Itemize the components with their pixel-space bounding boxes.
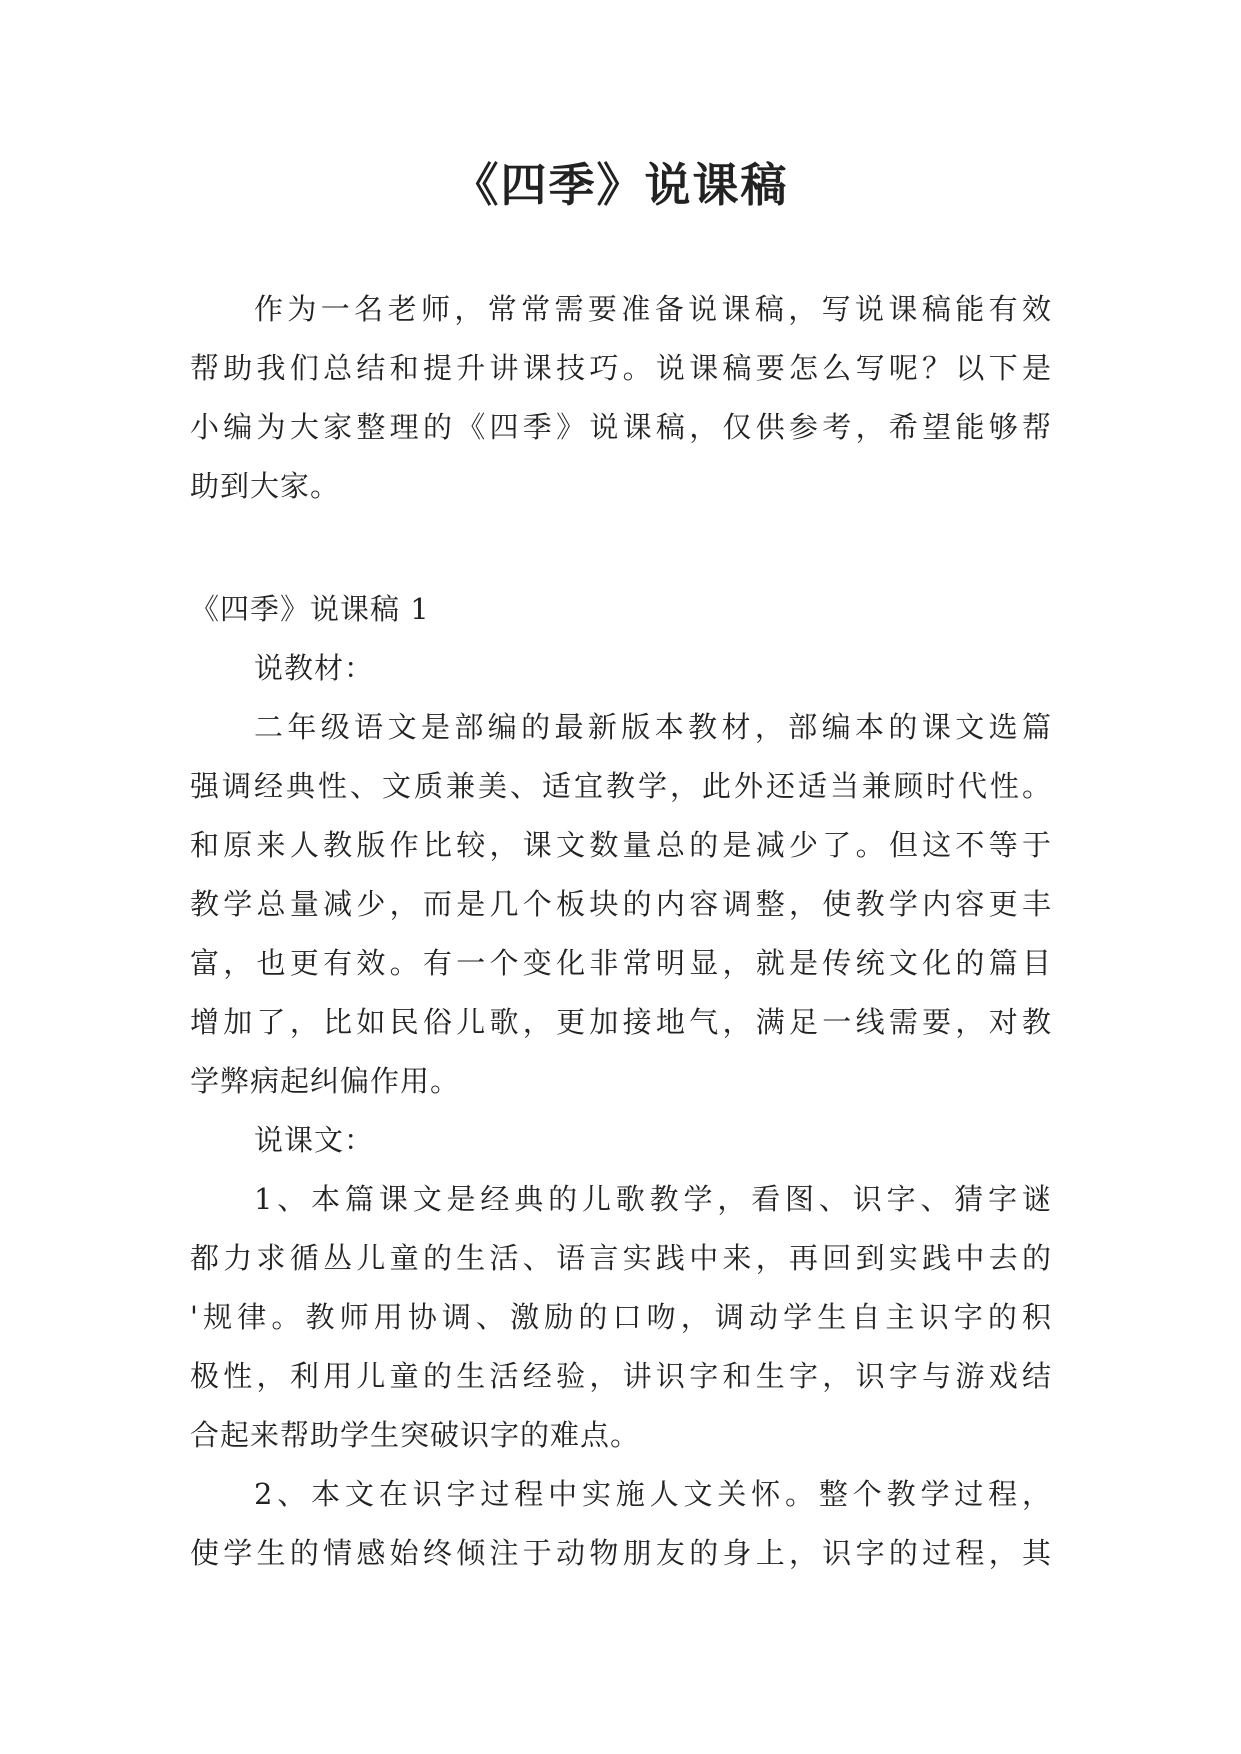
document-title: 《四季》说课稿 <box>452 158 789 212</box>
intro-paragraph <box>190 280 1052 516</box>
paragraph-line: 二年级语文是部编的最新版本教材，部编本的课文选篇 <box>254 710 1052 744</box>
paragraph-line: 作为一名老师，常常需要准备说课稿，写说课稿能有效 <box>254 292 1052 326</box>
paragraph-line: 合起来帮助学生突破识字的难点。 <box>190 1418 641 1452</box>
paragraph-line: 增加了，比如民俗儿歌，更加接地气，满足一线需要，对教 <box>190 1005 1052 1039</box>
point-1-paragraph <box>190 1170 1052 1465</box>
point-2-paragraph <box>190 1465 1052 1583</box>
paragraph-line: 帮助我们总结和提升讲课技巧。说课稿要怎么写呢？以下是 <box>190 351 1052 385</box>
paragraph-line: 教学总量减少，而是几个板块的内容调整，使教学内容更丰 <box>190 887 1052 921</box>
paragraph-line: 和原来人教版作比较，课文数量总的是减少了。但这不等于 <box>190 828 1052 862</box>
paragraph-line: 2、本文在识字过程中实施人文关怀。整个教学过程， <box>254 1477 1052 1511</box>
section-heading: 《四季》说课稿 1 <box>190 592 430 626</box>
label-textbook <box>190 639 1052 698</box>
paragraph-line: 使学生的情感始终倾注于动物朋友的身上，识字的过程，其 <box>190 1536 1052 1570</box>
paragraph-line: 极性，利用儿童的生活经验，讲识字和生字，识字与游戏结 <box>190 1359 1052 1393</box>
paragraph-line: 学弊病起纠偏作用。 <box>190 1064 461 1098</box>
paragraph-line: 都力求循丛儿童的生活、语言实践中来，再回到实践中去的 <box>190 1241 1052 1275</box>
section-label: 说教材： <box>254 651 375 685</box>
paragraph-line: 强调经典性、文质兼美、适宜教学，此外还适当兼顾时代性。 <box>190 769 1052 803</box>
paragraph-line: 1、本篇课文是经典的儿歌教学，看图、识字、猜字谜 <box>254 1182 1052 1216</box>
textbook-paragraph <box>190 698 1052 1111</box>
paragraph-line: 助到大家。 <box>190 469 341 503</box>
label-lesson <box>190 1111 1052 1170</box>
paragraph-line: 富，也更有效。有一个变化非常明显，就是传统文化的篇目 <box>190 946 1052 980</box>
paragraph-line: '规律。教师用协调、激励的口吻，调动学生自主识字的积 <box>190 1300 1052 1334</box>
section-label: 说课文： <box>254 1123 375 1157</box>
paragraph-line: 小编为大家整理的《四季》说课稿，仅供参考，希望能够帮 <box>190 410 1052 444</box>
